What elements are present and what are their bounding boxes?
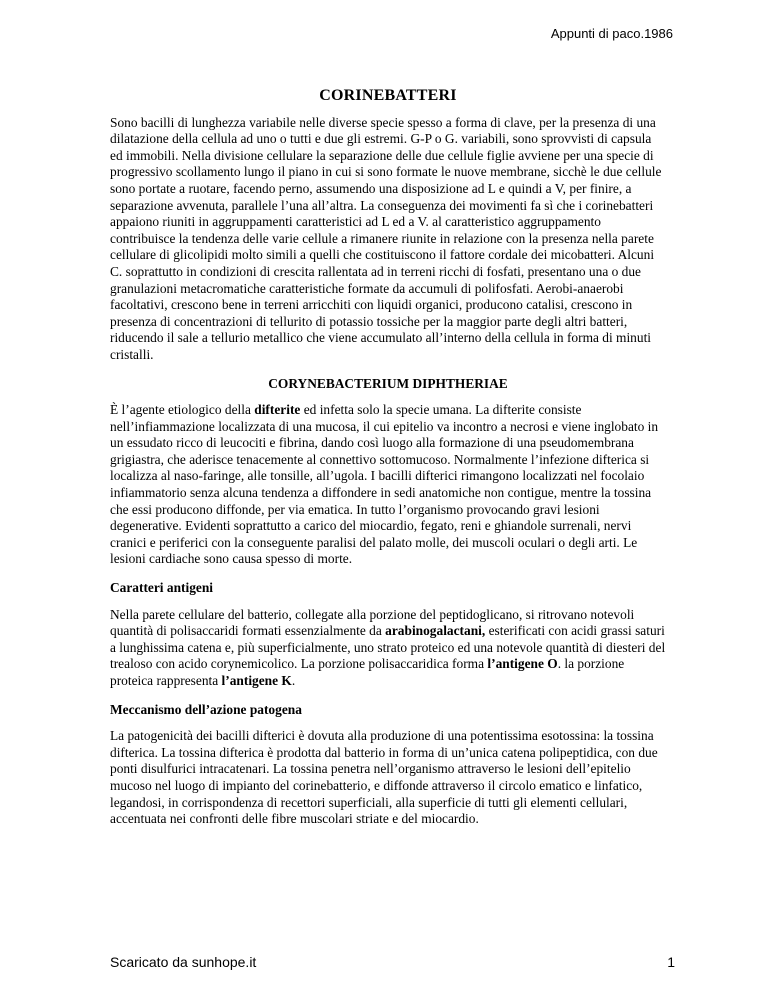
antigens-term-3: l’antigene K — [221, 673, 292, 688]
intro-paragraph: Sono bacilli di lunghezza variabile nelle diverse specie spesso a forma di clave, per la presenza di una dilatazione della cellula ad uno o tutti e due gli estremi. G-P o G. variabili, sono sprovvisti di capsula ed immobili. Nella divisione cellulare la separazione delle due cellule figlie avviene per una specie di progressivo scollamento lungo il piano in cui si sono formate le nuove membrane, sicchè le due cellule sono portate a ruotare, facendo perno, assumendo una disposizione ad L e quindi a V, per finire, a separazione avvenuta, parallele l’una all’altra. La conseguenza dei movimenti fa sì che i corinebatteri appaiono riuniti in aggruppamenti caratteristici ad L ed a V. al caratteristico aggruppamento contribuisce la tendenza delle varie cellule a rimanere riunite in relazione con la presenza nella parete cellulare di glicolipidi molto simili a quelli che costituiscono il fattore cordale dei micobatteri. Alcuni C. soprattutto in condizioni di crescita rallentata ad in terreni ricchi di fosfati, presentano una o due granulazioni metacromatiche caratteristiche formate da accumuli di polifosfati. Aerobi-anaerobi facoltativi, crescono bene in terreni arricchiti con liquidi organici, producono catalisi, crescono in presenza di concentrazioni di tellurito di potassio tossiche per la maggior parte degli altri batteri, riducendo il sale a tellurio metallico che viene accumulato all’interno della cellula in forma di minuti cristalli. — [110, 114, 662, 362]
antigens-text-4: . — [291, 673, 296, 688]
header-note: Appunti di paco.1986 — [550, 26, 673, 41]
antigens-text-1: Nella parete cellulare del batterio, collegate alla porzione del peptidoglicano, si ritrovano notevoli quantità di polisaccaridi formati essenzialmente da — [110, 606, 635, 639]
antigens-text-3: . la porzione proteica rappresenta — [110, 656, 625, 688]
diphtheria-text-after: ed infetta solo la specie umana. La difterite consiste nell’infiammazione localizzata di una mucosa, il cui epitelio va incontro a necrosi e viene inglobato in un essudato ricco di leucociti e fibrina, dando così luogo alla formazione di una pseudomembrana grigiastra, che aderisce tenacemente al connettivo sottomucoso. Normalmente l’infezione difterica si localizza al naso-faringe, alle tonsille, all’ugola. I bacilli difterici rimangono localizzati nel focolaio infiammatorio senza alcuna tendenza a diffondere in sedi anatomiche non contigue, mentre la tossina che essi producono diffonde, per via ematica. In tutto l’organismo provocando gravi lesioni degenerative. Evidenti soprattutto a carico del miocardio, fegato, reni e ghiandole surrenali, nervi cranici e periferici con la conseguente paralisi del palato molle, dei muscoli oculari o degli arti. Le lesioni cardiache sono causa spesso di morte. — [110, 402, 659, 567]
section-subtitle: CORYNEBACTERIUM DIPHTHERIAE — [268, 375, 508, 391]
footer-source: Scaricato da sunhope.it — [110, 954, 257, 970]
document-body — [110, 80, 666, 840]
page-number: 1 — [667, 954, 675, 970]
antigens-term-2: l’antigene O — [487, 656, 558, 672]
antigens-text-2: esterificati con acidi grassi saturi a lunghissima catena e, più superficialmente, uno strato proteico ed una notevole quantità di diesteri del trealoso con acido corynemicolico. La porzione polisaccaridica forma — [110, 623, 666, 672]
diphtheria-term: difterite — [254, 402, 301, 418]
pathogenic-paragraph: La patogenicità dei bacilli difterici è dovuta alla produzione di una potentissima esotossina: la tossina difterica. La tossina difterica è prodotta dal batterio in forma di un’unica catena polipeptidica, con due ponti disulfurici intracatenari. La tossina penetra nell’organismo attraverso le lesioni dell’epitelio mucoso nel luogo di impianto del corinebatterio, e diffonde attraverso il circolo ematico e linfatico, legandosi, in corrispondenza di recettori superficiali, alla superficie di tutti gli elementi cellulari, accentuata nei confronti delle fibre muscolari striate e del miocardio. — [110, 728, 658, 827]
diphtheria-paragraph — [110, 402, 666, 568]
antigens-term-1: arabinogalactani, — [385, 623, 486, 639]
antigens-heading: Caratteri antigeni — [110, 580, 214, 596]
antigens-paragraph — [110, 607, 666, 690]
diphtheria-text-before: È l’agente etiologico della — [110, 402, 255, 418]
pathogenic-heading: Meccanismo dell’azione patogena — [110, 701, 302, 717]
document-title: CORINEBATTERI — [319, 87, 457, 104]
